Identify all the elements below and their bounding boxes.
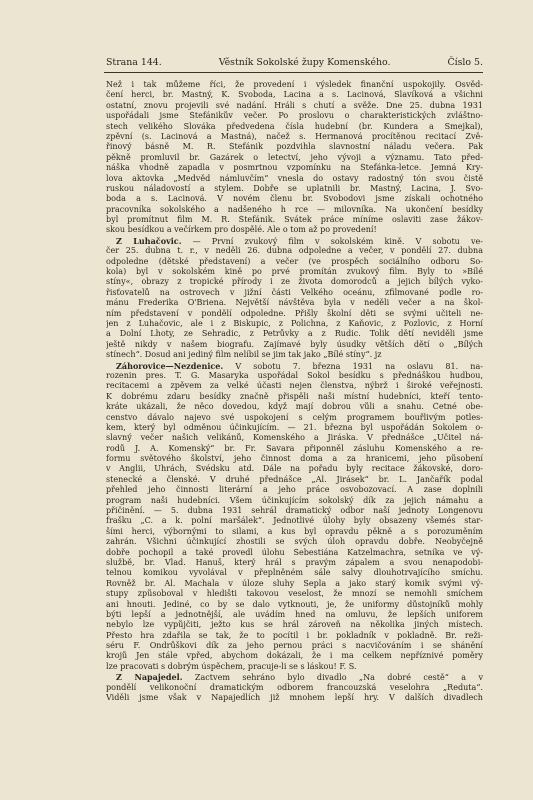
page-header [106,56,483,70]
issue-number: Číslo 5. [447,57,483,68]
text-line: zahrán. Všichni účinkující zhostili se svých úloh opravdu dobře. Neobyčejně [106,537,483,547]
text-line: Než i tak můžeme říci, že provedení i výsledek finanční uspokojily. Osvěd- [106,80,483,89]
text-line: boda a s. Lacinová. V novém členu br. Svobodovi jsme získali ochotného [106,194,483,204]
text-line: a Dolní Lhoty, ze Sehradic, z Petrůvky a z Rudic. Tolik dětí neviděli jsme [106,329,483,339]
text-line: ostatní, znovu projevili své nadání. Hráli s chutí a svěže. Dne 25. dubna 1931 [106,100,483,110]
header-rule [104,72,483,73]
text-line: jen z Luhačovic, ale i z Biskupic, z Polichna, z Kaňovic, z Pozlovic, z Horní [106,318,483,328]
text-line: zpěvní (s. Lacinová a Mastná), načež s. Hermanová procítěnou recitací Zvě- [106,131,483,141]
text-line: stíny«, obrazy z tropické přírody i ze života domorodců a jejich bílých vyko- [106,277,483,287]
text-line: Přesto hra zdařila se tak, že to pocítil i br. pokladník v pokladně. Br. reži- [106,630,483,640]
text-line: čení herci, br. Mastný, K. Svoboda, Lacina a s. Lacinová, Slavíková a všichni [106,90,483,100]
text-line: náška vhodně zapadla v posmrtnou vzpomínku na Štefánka-letce. Jemná Kry- [106,163,483,173]
text-line: mánu Frederika O'Briena. Největší návštěva byla v neděli večer a na škol- [106,298,483,308]
text-line: lze pracovati s dobrým úspěchem, pracuje-li se s láskou! F. S. [106,661,357,671]
journal-title: Věstník Sokolské župy Komenského. [218,57,391,68]
text-line: přičinění. — 5. dubna 1931 sehrál dramatický odbor naší jednoty Longenovu [106,506,483,516]
text-line: censtvo dávalo najevo své uspokojení s celým programem bouřlivým potles- [106,412,483,422]
text-line: řinový básně M. R. Štefánik pozdvihla slavnostní náladu večera. Pak [106,142,483,152]
text-line: rozenin pres. T. G. Masaryka uspořádal Sokol besídku s přednáškou hudbou, [106,370,483,380]
text-line: skou besídkou a večírkem pro dospělé. Ale o tom až po provedení! [106,225,377,235]
text-line: Rovněž br. Al. Machala v úloze sluhy Sepla a jako starý komik svými vý- [106,578,483,588]
text-line: pondělí velikonoční dramatickým odborem francouzská veselohra „Reduta“. [106,682,483,692]
text-line: Viděli jsme však v Napajedlích již mnohem lepší hry. V dalších divadlech [106,693,483,703]
text-line: kola) byl v sokolském kině po prvé promítán zvukový film. Byly to »Bílé [106,267,483,277]
text-line: slavný večer našich velikánů, Komenského a Jiráska. V přednášce „Učitel ná- [106,433,483,443]
section-heading: Záhorovice—Nezdenice. [116,360,224,371]
text-line: byl promítnut film M. R. Štefánik. Svátek práce míníme oslaviti zase žákov- [106,215,483,225]
text-line: ruskou náladovostí a stylem. Dobře se uplatnili br. Mastný, Lacina, J. Svo- [106,183,483,193]
page-number: Strana 144. [106,57,162,68]
text-line: Z Luhačovic. — První zvukový film v sokolském kině. V sobotu ve- [116,235,483,246]
text-line: K dobrému zdaru besídky značně přispěli naši místní hudebníci, kteří tento- [106,391,483,401]
text-line: stínech“. Dosud ani jediný film nelíbil se jim tak jako „Bílé stíny“. jz [106,350,382,360]
text-line: ním představení v pondělí odpoledne. Přišly školní děti se svými učiteli ne- [106,308,483,318]
text-line: rodů J. A. Komenský“ br. Fr. Savara připonněl zásluhu Komenského a re- [106,443,483,453]
text-line: uspořádali jsme Štefánikův večer. Po proslovu o charakteristických zvláštno- [106,111,483,121]
text-line: krojů Jen stále vpřed, abychom dokázali, že i ma celkem nepříznivé poměry [106,651,483,661]
text-line: pracovníka sokolského a nadšeného h rce — milovníka. Na ukončení besídky [106,204,483,214]
text-line: odpoledne (dětské představení) a večer (ve prospěch sociálního odboru So- [106,256,483,266]
text-line: ještě nikdy v našem biografu. Zajímavé byly úsudky větších dětí o „Bílých [106,339,483,349]
text-line: kráte ukázali, že něco dovedou, když mají dobrou vůli a snahu. Četné obe- [106,402,483,412]
text-line: službě, br. Vlad. Hanuš, který hrál s pravým zápalem a svou nenapodobi- [106,557,483,567]
text-line: kem, který byl odměnou účinkujícím. — 21. března byl uspořádán Sokolem o- [106,422,483,432]
text-line: pěkně promluvil br. Gazárek o letectví, jeho vývoji a významu. Tato před- [106,152,483,162]
section-heading: Z Napajedel. [116,672,183,683]
text-line: telnou komikou vyvolával v přeplněném sále salvy dlouhotrvajícího smíchu. [106,568,483,578]
text-line: stupy způsoboval v hledišti takovou veselost, že mnozí se nemohli smíchem [106,589,483,599]
text-line: Z Napajedel. Zactvem sehráno bylo divadlo „Na dobré cestě“ a v [116,672,483,683]
text-line: šími herci, výbornými to silami, a kus byl opravdu pěkně a s porozuměním [106,526,483,536]
text-line: dobře pochopil a také provedl úlohu Šebestiána Katzelmachra, setníka ve vý- [106,547,483,557]
text-line: frašku „C. a k. polní maršálek“. Jednotlivé úlohy byly obsazeny všemés star- [106,516,483,526]
text-line: přehled jeho činnosti literární a jeho práce osvobozovací. A zase doplnili [106,485,483,495]
text-line: řisťovatelů na ostrovech v jižní části Velkého oceánu, zfilmované podle ro- [106,287,483,297]
text-line: v Anglii, Uhrách, Švédsku atd. Dále na pořadu byly recitace žákovské, doro- [106,464,483,474]
article-body [106,80,483,703]
text-line: séru F. Ondrůškovi dík za jeho pernou práci s nacvičováním i se shánění [106,641,483,651]
text-line: program naši hudebníci. Všem účinkujícím sokolský dík za jejich námahu a [106,495,483,505]
text-line: nebylo lze vypůjčiti, ježto kus se hrál zároveň na několika jiných místech. [106,620,483,630]
text-line: stenecké a členské. V druhé přednášce „Al. Jirásek“ br. L. Jančařík podal [106,474,483,484]
text-line: ani hnouti. Jediné, co by se dalo vytknouti, je, že uniformy důstojníků mohly [106,599,483,609]
text-line: čer 25. dubna t. r., v neděli 26. dubna odpoledne a večer, v pondělí 27. dubna [106,246,483,256]
text-line: býti lepší a jednotnější, ale uvádím hned na omluvu, že lepších uniforem [106,609,483,619]
text-line: Záhorovice—Nezdenice. V sobotu 7. března 1931 na oslavu 81. na- [116,360,483,371]
section-heading: Z Luhačovic. [116,235,182,246]
text-line: formu světového školství, jeho činnost doma a za hranicemi, jeho působení [106,454,483,464]
text-line: lova aktovka „Medvěd námluvčím“ vnesla do ostavy radostný tón svou čistě [106,173,483,183]
text-line: recitacemi a zpěvem za velké účasti nejen členstva, nýbrž i široké veřejnosti. [106,381,483,391]
text-line: stech velikého Slováka předvedena čísla hudební (br. Kundera a Smejkal), [106,121,483,131]
